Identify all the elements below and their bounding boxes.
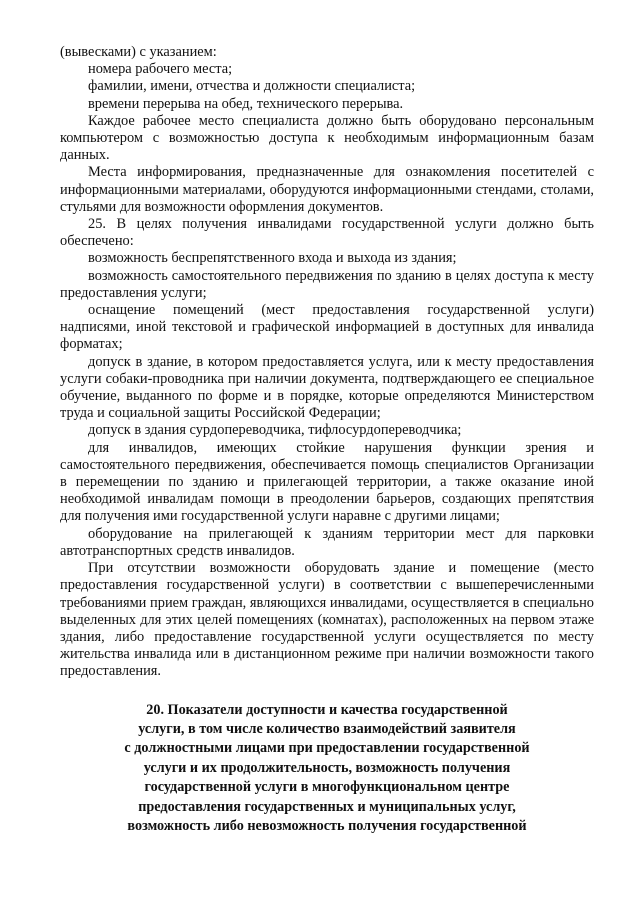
list-item: фамилии, имени, отчества и должности специалиста;	[88, 78, 416, 95]
body-text	[60, 44, 594, 681]
heading-line: 20. Показатели доступности и качества государственной	[146, 701, 508, 718]
list-item: оснащение помещений (мест предоставления государственной услуги) надписями, иной текстовой и графической информацией в доступных для инвалида форматах;	[60, 302, 594, 353]
list-item: времени перерыва на обед, технического перерыва.	[88, 95, 404, 112]
list-item: номера рабочего места;	[88, 61, 233, 78]
heading-line: предоставления государственных и муниципальных услуг,	[138, 798, 516, 815]
paragraph: Каждое рабочее место специалиста должно быть оборудовано персональным компьютером с возможностью доступа к необходимым информационным базам данных.	[60, 112, 594, 164]
paragraph: При отсутствии возможности оборудовать здание и помещение (место предоставления государственной услуги) в соответствии с вышеперечисленными требованиями прием граждан, являющихся инвалидами, осуществляется в специально выделенных для этих целей помещениях (комнатах), расположенных на первом этаже здания, либо предоставление государственной услуги осуществляется по месту жительства инвалида или в дистанционном режиме при наличии возможности такого предоставления.	[60, 560, 594, 680]
list-item: для инвалидов, имеющих стойкие нарушения функции зрения и самостоятельного передвижения, обеспечивается помощь специалистов Организации в перемещении по зданию и прилегающей территории, а также оказание иной необходимой инвалидам помощи в преодолении барьеров, создающих препятствия для получения ими государственной услуги наравне с другими лицами;	[60, 439, 594, 525]
heading-line: с должностными лицами при предоставлении государственной	[124, 740, 530, 757]
section-heading	[60, 701, 594, 837]
list-item: допуск в здания сурдопереводчика, тифлосурдопереводчика;	[88, 422, 462, 439]
heading-line: государственной услуги в многофункциональном центре	[144, 779, 510, 796]
document-page	[60, 44, 594, 836]
paragraph-clause-25: 25. В целях получения инвалидами государственной услуги должно быть обеспечено:	[60, 216, 594, 250]
paragraph: (вывесками) с указанием:	[60, 44, 217, 60]
list-item: оборудование на прилегающей к зданиям территории мест для парковки автотранспортных средств инвалидов.	[60, 525, 594, 559]
heading-line: возможность либо невозможность получения государственной	[127, 817, 527, 834]
paragraph: Места информирования, предназначенные для ознакомления посетителей с информационными материалами, оборудуются информационными стендами, столами, стульями для возможности оформления документов.	[60, 164, 594, 215]
list-item: допуск в здание, в котором предоставляется услуга, или к месту предоставления услуги собаки-проводника при наличии документа, подтверждающего ее специальное обучение, выданного по форме и в порядке, которые определяются Министерством труда и социальной защиты Российской Федерации;	[60, 353, 594, 422]
list-item: возможность беспрепятственного входа и выхода из здания;	[88, 250, 457, 267]
list-item: возможность самостоятельного передвижения по зданию в целях доступа к месту предоставления услуги;	[60, 267, 594, 301]
heading-line: услуги, в том числе количество взаимодействий заявителя	[138, 720, 516, 737]
heading-line: услуги и их продолжительность, возможность получения	[143, 759, 511, 776]
